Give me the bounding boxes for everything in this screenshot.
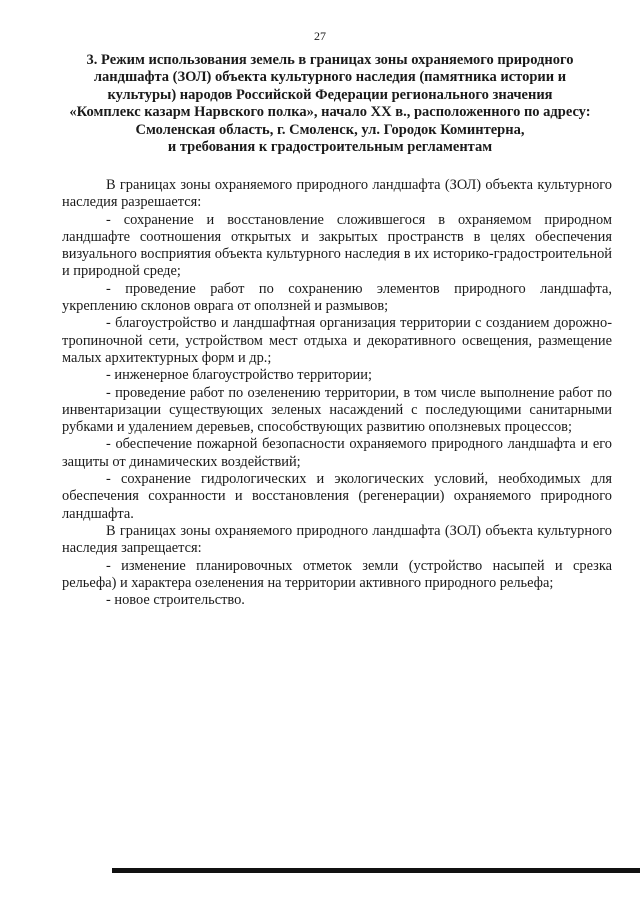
list-item-permitted: - обеспечение пожарной безопасности охраняемого природного ландшафта и его защиты от динамических воздействий; xyxy=(62,436,612,470)
list-item-permitted: - проведение работ по озеленению территории, в том числе выполнение работ по инвентаризации существующих зеленых насаждений с последующими санитарными рубками и удалением деревьев, способствующих развитию оползневых процессов; xyxy=(62,384,612,436)
list-item-permitted: - сохранение гидрологических и экологических условий, необходимых для обеспечения сохранности и восстановления (регенерации) охраняемого природного ландшафта. xyxy=(62,471,612,522)
section-heading xyxy=(62,52,598,156)
list-item-permitted: - сохранение и восстановление сложившегося в охраняемом природном ландшафте соотношения открытых и закрытых пространств в целях обеспечения визуального восприятия объекта культурного наследия в их историко-градостроительной и природной среде; xyxy=(62,211,612,280)
heading-line: Смоленская область, г. Смоленск, ул. Городок Коминтерна, xyxy=(135,121,525,138)
list-item-permitted: - проведение работ по сохранению элементов природного ландшафта, укреплению склонов оврага от оползней и размывов; xyxy=(62,280,612,315)
heading-line: культуры) народов Российской Федерации регионального значения xyxy=(107,86,553,103)
scan-edge-bar xyxy=(112,868,640,873)
list-item-prohibited: - изменение планировочных отметок земли (устройство насыпей и срезка рельефа) и характера озеленения на территории активного природного рельефа; xyxy=(62,557,612,591)
heading-line: ландшафта (ЗОЛ) объекта культурного наследия (памятника истории и xyxy=(93,69,567,86)
list-item-permitted: - инженерное благоустройство территории; xyxy=(106,367,372,384)
list-item-prohibited: - новое строительство. xyxy=(106,592,245,609)
heading-line: 3. Режим использования земель в границах зоны охраняемого природного xyxy=(86,52,574,68)
document-body xyxy=(62,177,612,609)
paragraph-permitted-intro: В границах зоны охраняемого природного ландшафта (ЗОЛ) объекта культурного наследия разрешается: xyxy=(62,177,612,211)
paragraph-prohibited-intro: В границах зоны охраняемого природного ландшафта (ЗОЛ) объекта культурного наследия запрещается: xyxy=(62,522,612,557)
heading-line: «Комплекс казарм Нарвского полка», начало XX в., расположенного по адресу: xyxy=(69,104,591,121)
list-item-permitted: - благоустройство и ландшафтная организация территории с созданием дорожно-тропиночной сети, устройством мест отдыха и декоративного освещения, размещение малых архитектурных форм и др.; xyxy=(62,315,612,366)
page-number: 27 xyxy=(314,29,326,43)
heading-line: и требования к градостроительным регламентам xyxy=(167,139,493,156)
